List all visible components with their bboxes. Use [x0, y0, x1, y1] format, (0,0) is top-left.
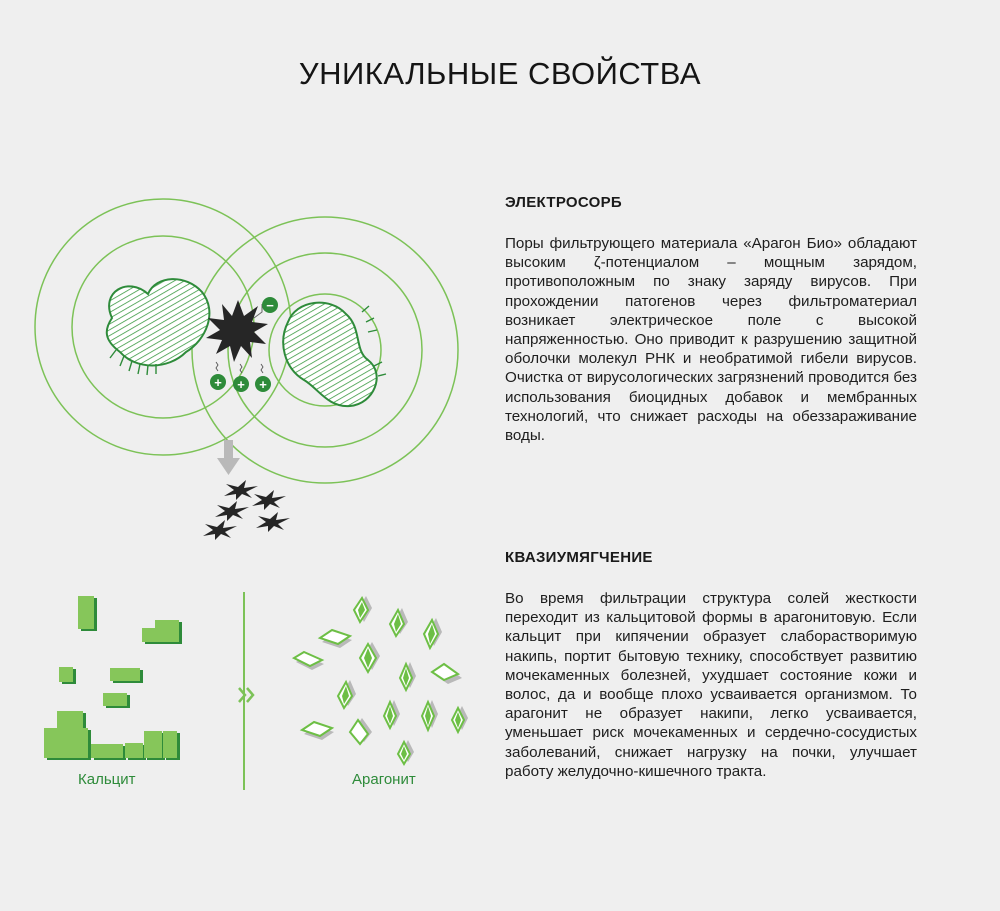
svg-text:+: +	[214, 375, 222, 390]
burst-icon	[206, 300, 268, 362]
svg-text:+: +	[259, 377, 267, 392]
virus-debris	[203, 480, 290, 540]
svg-text:+: +	[237, 377, 245, 392]
aragonite-label: Арагонит	[352, 771, 416, 788]
section-heading-softening: КВАЗИУМЯГЧЕНИЕ	[505, 549, 653, 566]
calcite-crystal-icon	[44, 596, 182, 760]
down-arrow-icon	[217, 440, 240, 475]
softening-diagram	[44, 592, 468, 790]
virus-icon	[107, 279, 210, 375]
double-chevron-icon	[239, 688, 253, 702]
section-heading-electrosorb: ЭЛЕКТРОСОРБ	[505, 194, 623, 211]
aragonite-crystal-icon	[294, 596, 468, 764]
calcite-label: Кальцит	[78, 771, 136, 788]
electrosorb-diagram	[35, 199, 458, 540]
page-title: УНИКАЛЬНЫЕ СВОЙСТВА	[298, 56, 702, 91]
svg-text:−: −	[266, 298, 274, 313]
section-text-softening: Во время фильтрации структура солей жесткости переходит из кальцитовой формы в арагонитовую. Если кальцит при кипячении образует слаборастворимую накипь, портит бытовую технику, способствует развитию мочекаменных болезней, ухудшает состояние кожи и волос, да и вообще плохо усваивается организмом. То арагонит не образует накипи, легко усваивается, уменьшает риск мочекаменных и сердечно-сосудистых заболеваний, снижает нагрузку на почки, улучшает работу желудочно-кишечного тракта.	[505, 590, 917, 780]
section-text-electrosorb: Поры фильтрующего материала «Арагон Био» обладают высоким ζ-потенциалом – мощным зарядом, противоположным по знаку заряду вирусов. При прохождении патогенов через фильтроматериал возникает электрическое поле с высокой напряженностью. Оно приводит к разрушению защитной оболочки молекул РНК и необратимой гибели вирусов. Очистка от вирусологических загрязнений проводится без использования биоцидных добавок и мембранных технологий, что снижает расходы на обеззараживание воды.	[505, 235, 917, 445]
